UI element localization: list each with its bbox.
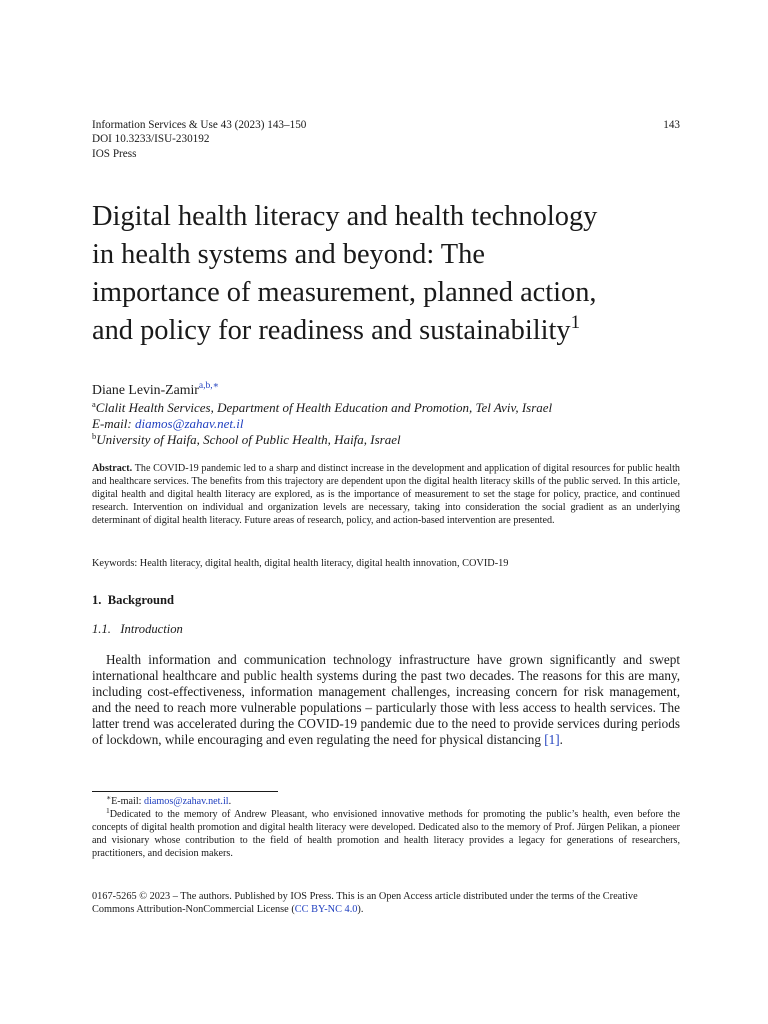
affiliation-mark: b [92,431,97,441]
footnote-email: ∗E-mail: diamos@zahav.net.il. [106,793,232,807]
subsection-title: Introduction [120,622,183,636]
footnote-email-link[interactable]: diamos@zahav.net.il [144,796,229,807]
affiliation-a [92,400,692,415]
page-number: 143 [663,119,680,131]
subsection-number: 1.1. [92,622,111,636]
affiliation-b [92,432,692,447]
affiliation-text: Clalit Health Services, Department of Health Education and Promotion, Tel Aviv, Israel [95,400,553,415]
body-paragraph: Health information and communication technology infrastructure have grown significantly and swept international healthcare and public health systems during the past two decades. The reasons for this are many, including cost-effectiveness, information management challenges, increasing concern for risk management, and the need to reach more vulnerable populations – particularly those with less access to health services. The latter trend was accelerated during the COVID-19 pandemic due to the need to provide services during periods of lockdown, while encouraging and even regulating the need for physical distancing [1]. [92,652,680,748]
section-title: Background [107,593,175,607]
section-heading [92,593,174,608]
license-notice: 0167-5265 © 2023 – The authors. Published by IOS Press. This is an Open Access article distributed under the terms of the Creative Commons Attribution-NonCommercial License (CC BY-NC 4.0). [92,891,638,916]
section-number: 1. [92,593,102,607]
running-header [92,118,680,161]
license-text: 0167-5265 © 2023 – The authors. Published by IOS Press. This is an Open Access article distributed under the terms of the Creative Commons Attribution-NonCommercial License ( [92,891,638,916]
footnote-divider [92,791,278,792]
author-line [92,382,692,398]
title-line: Digital health literacy and health technology [92,201,598,232]
paragraph-text: Health information and communication technology infrastructure have grown significantly and swept international healthcare and public health systems during the past two decades. The reasons for this are many, including cost-effectiveness, information management challenges, increasing concern for risk management, and the need to reach more vulnerable populations – particularly those with less access to health services. The latter trend was accelerated during the COVID-19 pandemic due to the need to provide services during periods of lockdown, while encouraging and even regulating the need for physical distancing [92,652,680,748]
publisher: IOS Press [92,147,137,160]
citation-link[interactable]: [1] [544,732,560,748]
journal-citation: Information Services & Use 43 (2023) 143–150 [92,119,307,131]
corresponding-author-mark: ∗ [212,381,220,391]
footnote-mark: 1 [106,806,110,815]
title-line: and policy for readiness and sustainability$^1$ [92,312,581,346]
email-label: E-mail: [92,416,135,431]
author-email-link[interactable]: diamos@zahav.net.il [134,416,244,431]
abstract [92,462,680,527]
subsection-heading [92,622,183,637]
affiliation-mark: a [92,399,96,409]
title-line: importance of measurement, planned action, [92,277,597,308]
doi: DOI 10.3233/ISU-230192 [92,133,210,146]
author-email-line [92,416,692,431]
article-title [92,198,692,350]
footnote-mark: ∗ [106,793,112,802]
affiliation-text: University of Haifa, School of Public Health, Haifa, Israel [96,432,401,447]
keywords: Keywords: Health literacy, digital health, digital health literacy, digital health innovation, COVID-19 [92,558,509,569]
author-affiliation-marks[interactable]: a,b,∗ [198,381,220,391]
title-footnote-mark[interactable]: 1 [570,312,581,333]
abstract-label: Abstract. [92,463,133,474]
author-name: Diane Levin-Zamir [92,382,199,397]
abstract-text: The COVID-19 pandemic led to a sharp and distinct increase in the development and application of digital resources for public health and healthcare services. The benefits from this trajectory are dependent upon the digital health literacy skills of the public served. In this article, digital health and digital health literacy are explored, as is the importance of measurement to set the stage for policy, practice, and continued research. Intervention on individual and organization levels are necessary, taking into consideration the social gradient as an underlying determinant of digital health literacy. Future areas of research, policy, and action-based intervention are presented. [92,463,680,527]
title-line: in health systems and beyond: The [92,239,485,270]
footnote-text: Dedicated to the memory of Andrew Pleasant, who envisioned innovative methods for promoting the public’s health, even before the concepts of digital health promotion and digital health literacy were developed. Dedicated also to the memory of Prof. Jürgen Pelikan, a pioneer and visionary whose contribution to the field of health promotion and health literacy provides a legacy for generations of researchers, practitioners, and decision makers. [92,809,680,860]
license-link[interactable]: CC BY-NC 4.0 [294,904,358,916]
footnote-dedication [92,808,680,860]
